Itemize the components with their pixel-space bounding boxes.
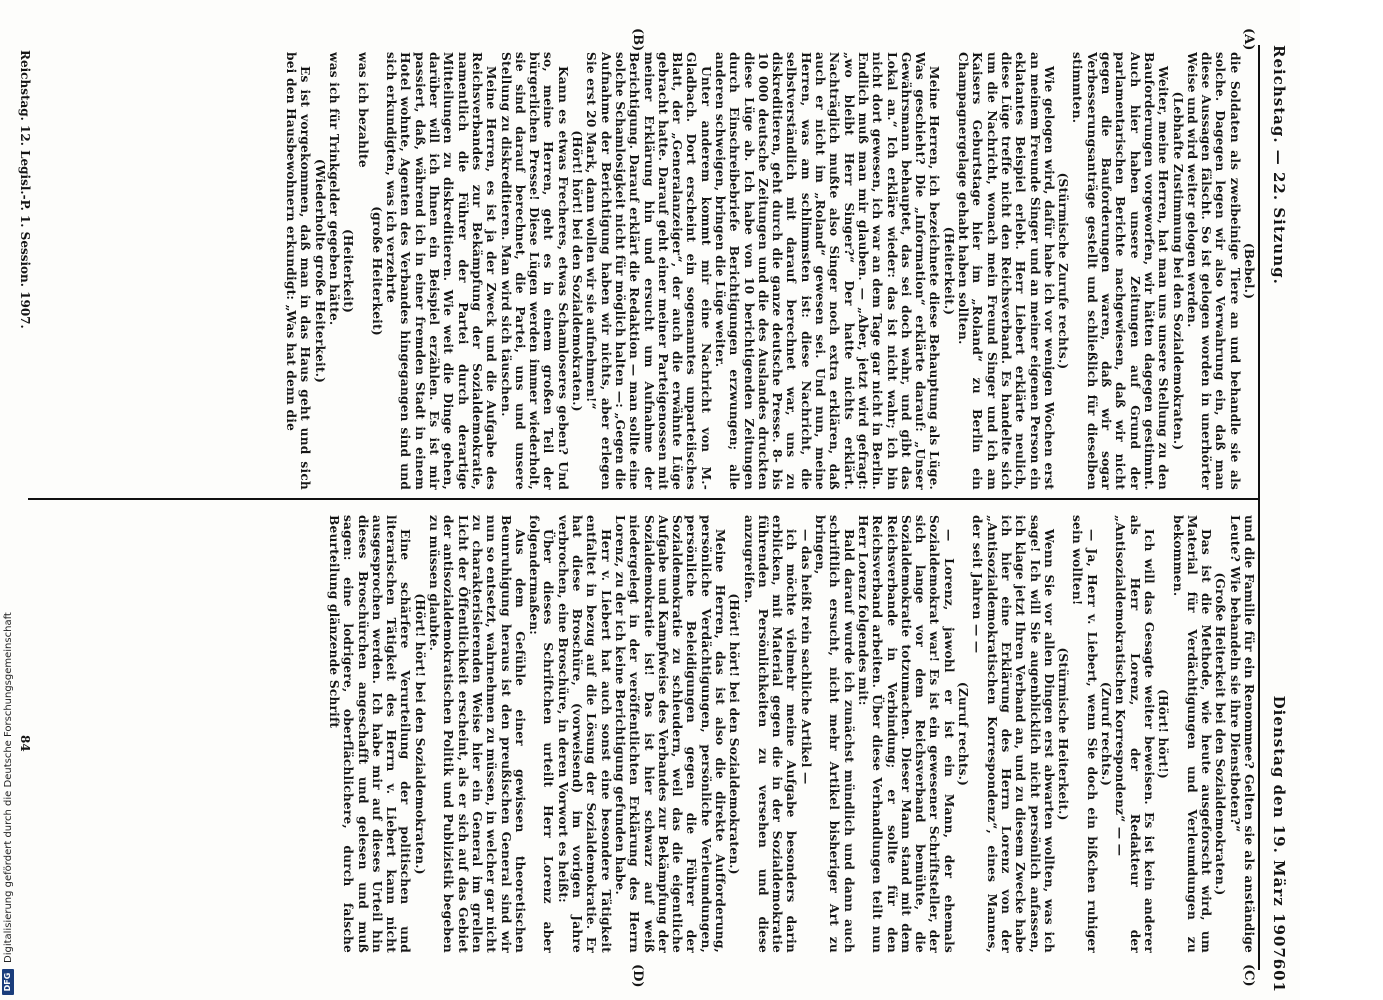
- paragraph: ich möchte vielmehr meine Aufgabe besonders darin erblicken, mit Material gegen die in der Sozialdemokratie führenden Persönlichkeiten zu versehen und diese anzugreifen.: [741, 515, 799, 953]
- paragraph: — das heißt rein sachliche Artikel —: [798, 529, 813, 785]
- paragraph: Bald darauf wurde ich zunächst mündlich und dann auch schriftlich ersucht, nicht mehr Artikel bisheriger Art zu bringen,: [813, 515, 856, 953]
- interjection: (Hört! hört! bei den Sozialdemokraten.): [727, 593, 742, 875]
- interjection: (Heiterkeit): [341, 228, 356, 314]
- paragraph: Weiter, meine Herren, hat man uns unsere Stellung zu den Bauforderungen vorgeworfen, wir hätten dagegen gestimmt. Auch hier haben unsere Zeitungen auf Grund der parlamentarischen Berichte nachgewiesen, daß wir nicht gegen die Bauforderungen waren, daß wir sogar Verbesserungsanträge gestellt und schließlich für dieselben stimmten.: [1070, 52, 1171, 490]
- paragraph: was ich für Trinkgelder gegeben hätte.: [327, 52, 341, 326]
- paragraph: was ich bezahlte: [355, 52, 370, 168]
- paragraph: Meine Herren, ich bezeichnete diese Behauptung als Lüge. Was geschieht? Die „Information“ erklärte darauf: „Unser Gewährsmann behauptet, das sei doch wahr, und gibt das Lokal an.“ Ich erkläre wieder: das ist nicht wahr; ich bin nicht dort gewesen, ich war an dem Tage gar nicht in Berlin. Endlich muß man mir glauben. — „Aber, jetzt wird gefragt: „wo bleibt Herr Singer?“ Der hatte nichts erklärt. Nachträglich mußte also Singer noch extra erklären, daß auch er nicht im „Roland“ gewesen sei. Und nun, meine Herren, was am schlimmsten ist: diese Nachricht, die selbstverständlich mit darauf berechnet war, uns zu diskreditieren, geht durch die ganze deutsche Presse. 8- bis 10 000 deutsche Zeitungen und die des Auslandes druckten diese Lüge ab. Ich habe von 10 berichtigenden Zeitungen durch Einschreibebriefe Berichtigungen erzwungen; alle anderen schweigen, bringen die Lüge weiter.: [713, 52, 942, 490]
- running-head: [1262, 45, 1292, 993]
- paragraph: — Ja, Herr v. Liebert, wenn Sie doch ein bißchen ruhiger sein wollten!: [1070, 515, 1099, 953]
- paragraph: Aus dem Gefühle einer gewissen theoretischen Beunruhigung heraus ist den preußischen General sind wir nun so entsetzt, wahrnehmen zu müssen, in welcher gar nicht zu charakterisierenden Weise hier ein General im grellen Licht der Öffentlichkeit erscheint, als er sich auf das Gebiet der antisozialdemokratischen Politik und Publizistik begeben zu müssen glaubte.: [427, 515, 527, 953]
- digitization-credit: [0, 0, 16, 1000]
- interjection: (Stürmische Heiterkeit.): [1056, 647, 1071, 821]
- paragraph: Wie gelogen wird, dafür habe ich vor wenigen Wochen erst an meinem Freunde Singer und an meiner eigenen Person ein eklatantes Beispiel erlebt. Herr Liebert erklärte neulich, diese Lüge treffe nicht den Reichsverband. Es handelte sich um die Nachricht, wonach mein Freund Singer und ich am Kaisers Geburtstage hier im „Roland“ zu Berlin ein Champagnergelage gehabt haben sollten.: [956, 52, 1056, 490]
- paragraph: — Lorenz, jawohl er ist ein Mann, der ehemals Sozialdemokrat war! Es ist ein gewesener Schriftsteller, der sich lange vor dem Reichsverband bemühte, die Sozialdemokratie totzumachen. Dieser Mann stand mit dem Reichsverbande in Verbindung; er sollte für den Reichsverband arbeiten. Über diese Verhandlungen teilt nun Herr Lorenz folgendes mit:: [855, 515, 956, 953]
- paragraph: Über dieses Schriftchen urteilt Herr Lorenz aber folgendermaßen:: [527, 515, 556, 953]
- paragraph: Kann es etwas Frecheres, etwas Schamloseres geben? Und so, meine Herren, geht es in einem großen Teil der bürgerlichen Presse! Diese Lügen werden immer wiederholt, sie sind darauf berechnet, die Partei, uns und unsere Stellung zu diskreditieren. Man wird sich täuschen.: [498, 52, 570, 490]
- header-rule: [1258, 45, 1260, 970]
- interjection: (Hört! hört!): [1156, 689, 1171, 779]
- interjection: (Große Heiterkeit bei den Sozialdemokraten.): [1213, 572, 1228, 896]
- right-column: [41, 515, 1256, 953]
- margin-mark-d: (D): [630, 964, 645, 988]
- page-number: 601: [1270, 958, 1288, 993]
- running-head-left: Reichstag. — 22. Sitzung.: [1270, 45, 1288, 285]
- paragraph: die Soldaten als zweibeinige Tiere an und behandle sie als solche. Dagegen legen wir also Verwahrung ein, daß man diese Aussagen fälscht. So ist gelogen worden in unerhörter Weise und wird weiter gelogen werden.: [1184, 52, 1242, 490]
- footer-citation: Reichstag. 12. Legisl.-P. 1. Session. 1907.: [18, 50, 32, 329]
- running-head-right: Dienstag den 19. März 1907.: [1270, 695, 1288, 965]
- paragraph: Meine Herren, das ist also die direkte Aufforderung, persönliche Verdächtigungen, persönliche Verleumdungen, persönliche Beleidigungen gegen die Führer der Sozialdemokratie zu schleudern, weil das die eigentliche Aufgabe und Kampfweise des Verbandes zur Bekämpfung der Sozialdemokratie ist! Das ist hier schwarz auf weiß niedergelegt in der veröffentlichten Erklärung des Herrn Lorenz, zu der ich keine Berichtigung gefunden habe.: [612, 515, 728, 953]
- paragraph: Meine Herren, es ist ja der Zweck und die Aufgabe des Reichsverbandes zur Bekämpfung der Sozialdemokratie, namentlich die Führer der Partei durch derartige Mitteilungen zu diskreditieren. Wie weit die Dinge gehen, darüber will ich Ihnen ein Beispiel erzählen. Es ist mir passiert, daß, während ich in einer fremden Stadt in einem Hotel wohnte, Agenten des Verbandes hingegangen sind und sich erkundigten, was ich verzehrte: [384, 52, 499, 490]
- margin-mark-b: (B): [630, 28, 645, 52]
- interjection: (Heiterkeit.): [941, 226, 956, 316]
- speaker-name: (Bebel.): [1242, 242, 1256, 300]
- paragraph: und die Familie für ein Renommee? Gelten sie als anständige Leute? Wie behandeln sie ihre Dienstboten?“: [1227, 515, 1256, 953]
- paragraph: Das ist die Methode, wie heute ausgeforscht wird, um Material für Verdächtigungen und Verleumdungen zu bekommen.: [1170, 515, 1214, 953]
- interjection: (Zuruf rechts.): [956, 681, 971, 787]
- interjection: (Stürmische Zurufe rechts.): [1056, 172, 1071, 370]
- interjection: (Lebhafte Zustimmung bei den Sozialdemokraten.): [1170, 91, 1185, 451]
- paragraph: Wenn Sie vor allen Dingen erst abwarten wollten, was ich sage! Ich will Sie augenblicklich nicht persönlich anfassen, ich klage jetzt Ihren Verband an, und zu diesem Zwecke habe ich hier eine Erklärung des Herrn Lorenz von der „Antisozialdemokratischen Korrespondenz“, eines Mannes, der seit Jahren — —: [970, 515, 1056, 953]
- interjection: (Wiederholte große Heiterkeit.): [312, 158, 327, 384]
- dfg-logo: DFG: [2, 969, 14, 995]
- paragraph: Ich will das Gesagte weiter beweisen. Es ist kein anderer als Herr Lorenz, der Redakteur der „Antisozialdemokratischen Korrespondenz“ — —: [1113, 515, 1156, 953]
- margin-mark-a: (A): [1241, 28, 1256, 51]
- paragraph: Herr v. Liebert hat auch sonst eine besondere Tätigkeit entfaltet in bezug auf die Lösung der Sozialdemokratie. Er hat diese Broschüre, (vorweisend) im vorigen Jahre verbrochen, eine Broschüre, in deren Vorwort es heißt:: [555, 515, 613, 953]
- interjection: (Hört! hört! bei den Sozialdemokraten.): [570, 130, 585, 412]
- interjection: (Zuruf rechts.): [1099, 681, 1114, 787]
- interjection: (große Heiterkeit): [369, 206, 384, 336]
- left-column: [41, 52, 1256, 490]
- column-divider: [28, 498, 1258, 500]
- digitization-credit-text: Digitalisierung gefördert durch die Deutsche Forschungsgemeinschaft: [2, 612, 14, 963]
- interjection: (Hört! hört! bei den Sozialdemokraten.): [412, 593, 427, 875]
- paragraph: Unter anderem kommt mir eine Nachricht von M.-Gladbach. Dort erscheint ein sogenanntes unparteiisches Blatt, der „Generalanzeiger“, der auch die erwähnte Lüge gebracht hatte. Darauf geht einer meiner Parteigenossen mit meiner Erklärung hin und ersucht um Aufnahme der Berichtigung. Darauf erklärt die Redaktion — man sollte eine solche Schamlosigkeit nicht für möglich halten —: „Gegen die Aufnahme der Berichtigung haben wir nichts, aber erlegen Sie erst 20 Mark, dann wollen wir sie aufnehmen!“: [584, 52, 713, 490]
- paragraph: Eine schärfere Verurteilung der politischen und literarischen Tätigkeit des Herrn v. Liebert kann nicht ausgesprochen werden. Ich habe mir auf dieses Urteil hin dieses Broschürchen angeschafft und gelesen und muß sagen: eine lodrigere, oberflächlichere, durch falsche Beurteilung glänzende Schrift: [327, 515, 413, 953]
- footer-sheet-number: 84: [18, 735, 32, 752]
- paragraph: Es ist vorgekommen, daß man in das Haus geht und sich bei den Hausbewohnern erkundigt: „Was hat denn die: [284, 52, 313, 490]
- margin-mark-c: (C): [1241, 964, 1256, 987]
